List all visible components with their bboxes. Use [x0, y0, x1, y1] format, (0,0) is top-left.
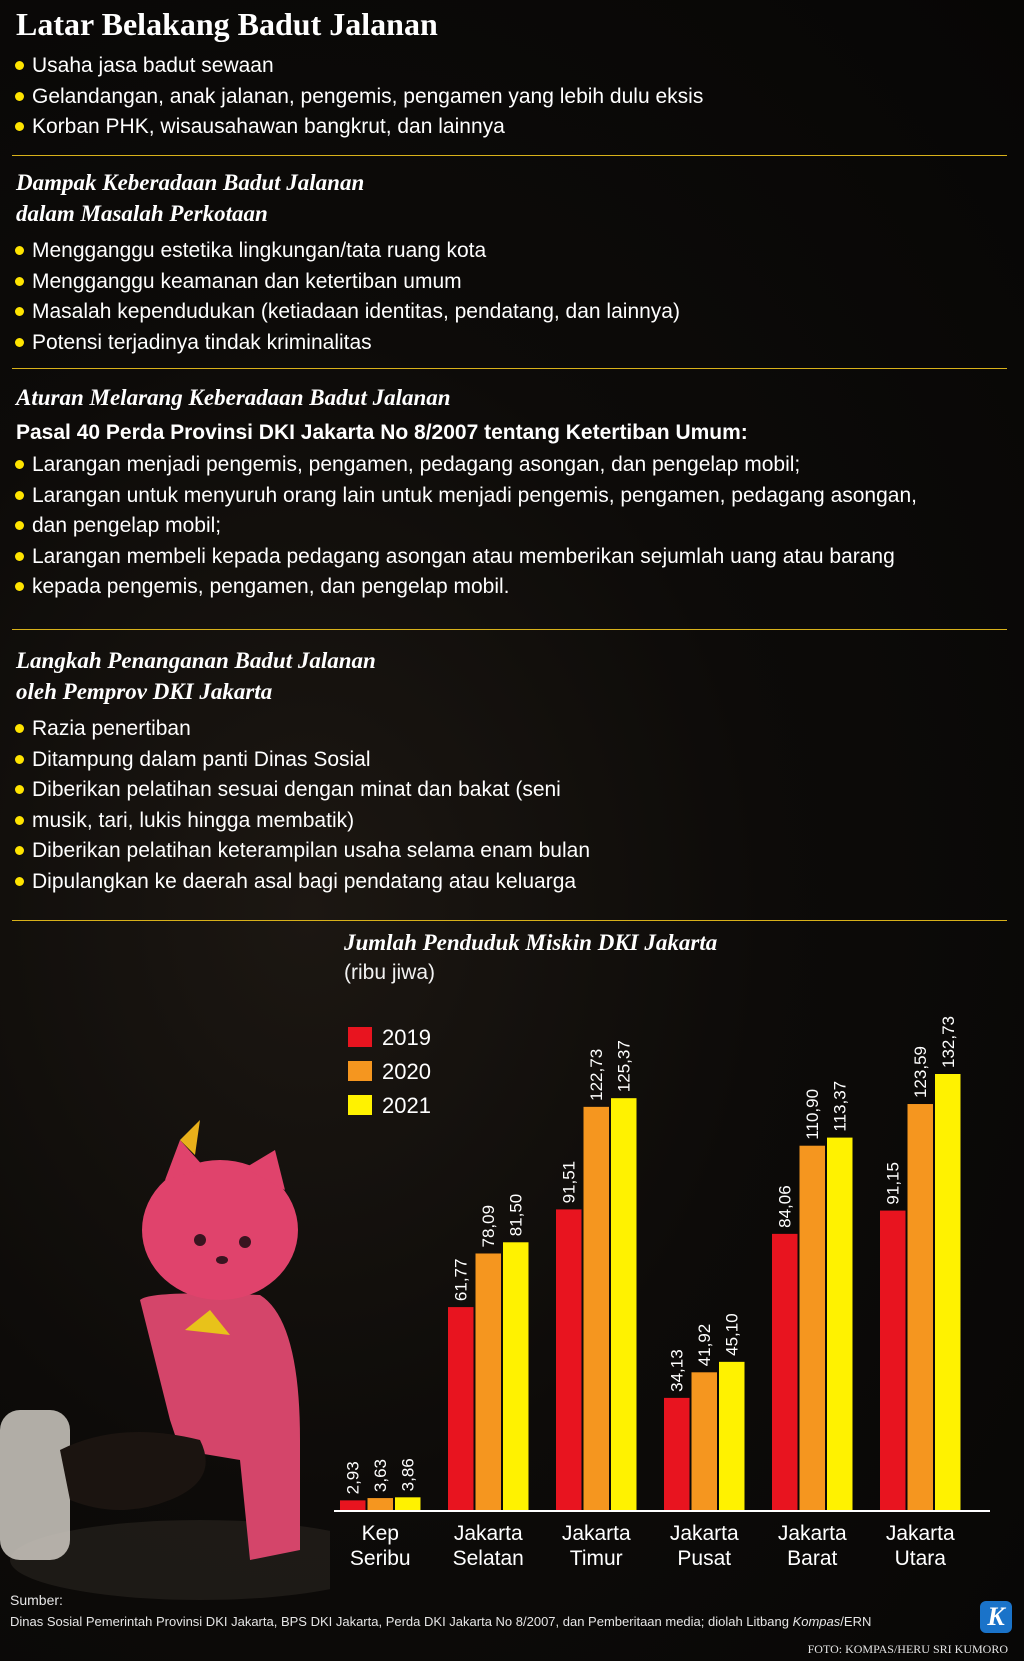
rules-title: Aturan Melarang Keberadaan Badut Jalanan [16, 385, 451, 410]
data-label-2021-1: 81,50 [506, 1193, 526, 1237]
bar-2020-1 [476, 1253, 502, 1510]
source-text-suffix: /ERN [840, 1614, 872, 1629]
impact-title-line2: dalam Masalah Perkotaan [16, 201, 268, 226]
legend-label-2020: 2020 [382, 1059, 431, 1084]
data-label-2021-4: 113,37 [830, 1080, 850, 1132]
category-label-5-1: Utara [894, 1547, 946, 1570]
category-label-5-0: Jakarta [885, 1522, 955, 1545]
main-title: Latar Belakang Badut Jalanan [16, 6, 438, 42]
bar-2019-4 [772, 1234, 798, 1510]
category-label-1-1: Selatan [452, 1547, 524, 1570]
category-label-4-1: Barat [787, 1547, 838, 1570]
chart-subtitle: (ribu jiwa) [344, 961, 436, 984]
bar-2020-4 [800, 1146, 826, 1510]
data-label-2020-3: 41,92 [695, 1323, 715, 1367]
list-item: Larangan untuk menyuruh orang lain untuk menjadi pengemis, pengamen, pedagang asongan, [14, 481, 917, 512]
source-text-main: Dinas Sosial Pemerintah Provinsi DKI Jakarta, BPS DKI Jakarta, Perda DKI Jakarta No 8/2007, dan Pemberitaan media; diolah Litbang [10, 1614, 793, 1629]
bar-2019-3 [664, 1398, 690, 1510]
list-item: Mengganggu estetika lingkungan/tata ruang kota [14, 236, 680, 267]
data-label-2020-0: 3,63 [371, 1458, 391, 1493]
bar-2020-0 [368, 1498, 394, 1510]
list-item: Usaha jasa badut sewaan [14, 51, 703, 82]
source-text-kompas: Kompas [792, 1614, 841, 1629]
data-label-2020-5: 123,59 [911, 1046, 931, 1099]
legend-label-2019: 2019 [382, 1025, 431, 1050]
list-item: Korban PHK, wisausahawan bangkrut, dan lainnya [14, 112, 703, 143]
list-item-continuation: musik, tari, lukis hingga membatik) [14, 806, 590, 837]
data-label-2021-2: 125,37 [614, 1040, 634, 1093]
data-label-2019-5: 91,15 [883, 1162, 903, 1205]
category-label-0-1: Seribu [349, 1547, 411, 1570]
list-item-continuation: dan pengelap mobil; [14, 511, 917, 542]
legend-swatch-2021 [348, 1095, 372, 1115]
list-item: Larangan membeli kepada pedagang asongan atau memberikan sejumlah uang atau barang [14, 542, 917, 573]
source-label: Sumber: [10, 1592, 63, 1608]
category-label-2-1: Timur [569, 1547, 623, 1570]
bar-2021-5 [935, 1074, 961, 1510]
handling-title-line1: Langkah Penanganan Badut Jalanan [16, 648, 376, 673]
bar-2019-1 [448, 1307, 474, 1510]
bar-2021-3 [719, 1362, 745, 1510]
list-item: Mengganggu keamanan dan ketertiban umum [14, 267, 680, 298]
data-label-2019-2: 91,51 [559, 1160, 579, 1204]
handling-title-line2: oleh Pemprov DKI Jakarta [16, 679, 273, 704]
bar-2021-2 [611, 1098, 637, 1510]
list-item: Diberikan pelatihan sesuai dengan minat dan bakat (seni [14, 775, 590, 806]
bar-2019-0 [340, 1500, 366, 1510]
category-label-1-0: Jakarta [453, 1522, 523, 1545]
data-label-2020-4: 110,90 [803, 1088, 823, 1140]
category-label-2-0: Jakarta [561, 1522, 631, 1545]
bar-2021-1 [503, 1242, 529, 1510]
data-label-2020-2: 122,73 [587, 1048, 607, 1101]
bar-2020-3 [692, 1372, 718, 1510]
photo-credit: FOTO: KOMPAS/HERU SRI KUMORO [807, 1642, 1008, 1656]
list-item: Ditampung dalam panti Dinas Sosial [14, 745, 590, 776]
list-item: Masalah kependudukan (ketiadaan identitas, pendatang, dan lainnya) [14, 297, 680, 328]
bar-2019-5 [880, 1211, 906, 1510]
data-label-2021-0: 3,86 [398, 1458, 418, 1492]
list-item: Dipulangkan ke daerah asal bagi pendatang atau keluarga [14, 867, 590, 898]
list-item: Larangan menjadi pengemis, pengamen, pedagang asongan, dan pengelap mobil; [14, 450, 917, 481]
category-label-3-1: Pusat [677, 1547, 732, 1570]
source-text [10, 1614, 871, 1629]
bar-2020-5 [908, 1104, 934, 1510]
bar-2021-4 [827, 1138, 853, 1510]
list-item: Potensi terjadinya tindak kriminalitas [14, 328, 680, 359]
data-label-2019-3: 34,13 [667, 1349, 687, 1392]
category-label-3-0: Jakarta [669, 1522, 739, 1545]
impact-title-line1: Dampak Keberadaan Badut Jalanan [16, 170, 365, 195]
list-item: Razia penertiban [14, 714, 590, 745]
list-item-continuation: kepada pengemis, pengamen, dan pengelap mobil. [14, 572, 917, 603]
data-label-2021-3: 45,10 [722, 1313, 742, 1356]
category-label-0-0: Kep [361, 1522, 399, 1545]
list-item: Gelandangan, anak jalanan, pengemis, pengamen yang lebih dulu eksis [14, 82, 703, 113]
chart-title: Jumlah Penduduk Miskin DKI Jakarta [344, 930, 718, 955]
data-label-2019-0: 2,93 [343, 1461, 363, 1495]
data-label-2021-5: 132,73 [938, 1016, 958, 1068]
legend-swatch-2020 [348, 1061, 372, 1081]
legend-label-2021: 2021 [382, 1093, 431, 1118]
category-label-4-0: Jakarta [777, 1522, 847, 1545]
bar-2019-2 [556, 1209, 582, 1510]
kompas-logo: K [980, 1601, 1012, 1633]
bar-2020-2 [584, 1107, 610, 1510]
data-label-2019-1: 61,77 [451, 1258, 471, 1302]
pasal-heading: Pasal 40 Perda Provinsi DKI Jakarta No 8/2007 tentang Ketertiban Umum: [16, 421, 748, 444]
data-label-2019-4: 84,06 [775, 1185, 795, 1228]
data-label-2020-1: 78,09 [479, 1204, 499, 1248]
legend-swatch-2019 [348, 1027, 372, 1047]
list-item: Diberikan pelatihan keterampilan usaha selama enam bulan [14, 836, 590, 867]
bar-2021-0 [395, 1497, 421, 1510]
